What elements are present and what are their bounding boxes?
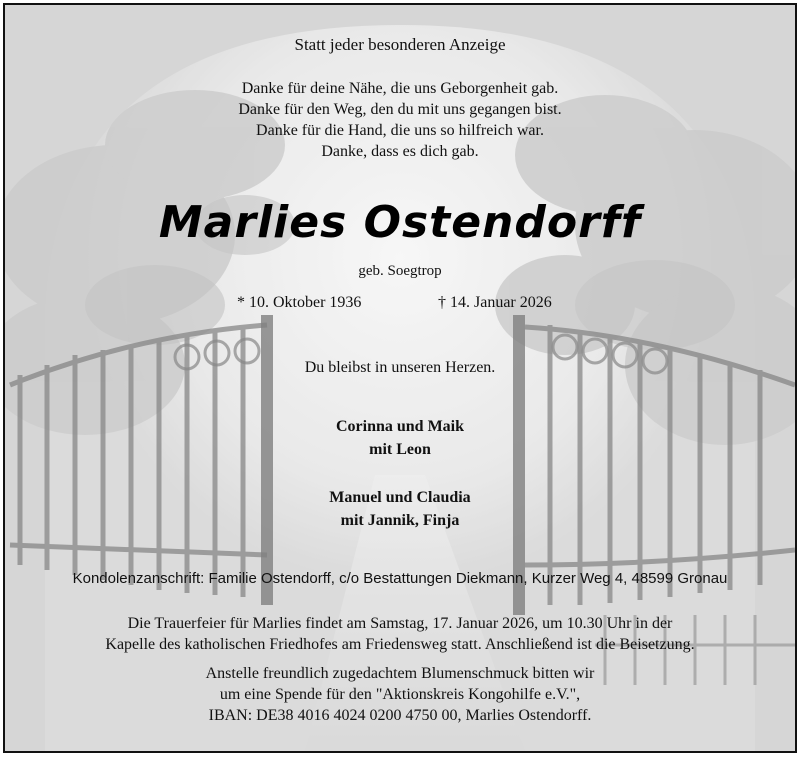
donation-line: Anstelle freundlich zugedachtem Blumenschmuck bitten wir xyxy=(205,665,595,682)
poem-line: Danke, dass es dich gab. xyxy=(321,143,479,160)
donation-info xyxy=(5,663,795,726)
birth-name: geb. Soegtrop xyxy=(358,263,442,279)
deceased-name: Marlies Ostendorff xyxy=(158,197,642,248)
birth-date: * 10. Oktober 1936 xyxy=(237,294,362,311)
mourner-children: mit Leon xyxy=(369,441,431,458)
poem-line: Danke für den Weg, den du mit uns gegangen bist. xyxy=(238,101,562,118)
donation-line: um eine Spende für den "Aktionskreis Kongohilfe e.V.", xyxy=(219,686,581,703)
obituary-notice xyxy=(3,3,797,753)
mourner-names: Manuel und Claudia xyxy=(329,489,471,506)
poem-line: Danke für die Hand, die uns so hilfreich war. xyxy=(256,122,544,139)
mourner-children: mit Jannik, Finja xyxy=(340,512,460,529)
service-info xyxy=(5,613,795,655)
service-line: Die Trauerfeier für Marlies findet am Samstag, 17. Januar 2026, um 10.30 Uhr in der xyxy=(127,615,673,632)
service-line: Kapelle des katholischen Friedhofes am Friedensweg statt. Anschließend ist die Beisetzung. xyxy=(105,636,695,653)
notice-header: Statt jeder besonderen Anzeige xyxy=(294,35,506,54)
poem-line: Danke für deine Nähe, die uns Geborgenheit gab. xyxy=(241,80,559,97)
donation-line: IBAN: DE38 4016 4024 0200 4750 00, Marlies Ostendorff. xyxy=(208,707,592,724)
notice-text xyxy=(5,5,795,751)
motto: Du bleibst in unseren Herzen. xyxy=(304,359,496,376)
poem xyxy=(5,78,795,162)
death-date: † 14. Januar 2026 xyxy=(438,294,552,311)
condolence-address: Kondolenzanschrift: Familie Ostendorff, c/o Bestattungen Diekmann, Kurzer Weg 4, 48599 Gronau xyxy=(72,570,728,587)
mourner-group xyxy=(5,486,795,532)
mourner-names: Corinna und Maik xyxy=(335,418,465,435)
mourner-group xyxy=(5,415,795,461)
